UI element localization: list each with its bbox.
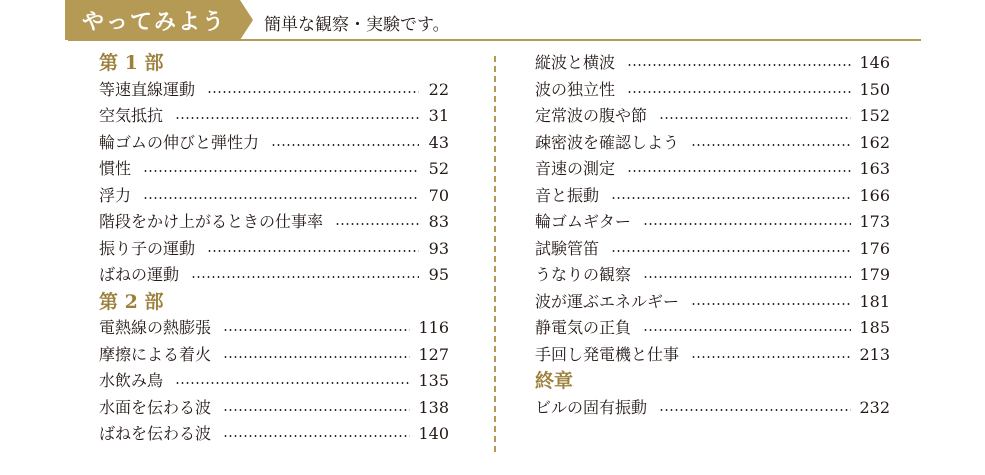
- toc-entry: [535, 236, 890, 263]
- toc-entry: [535, 209, 890, 236]
- dot-leader: [223, 409, 410, 411]
- final-chapter-entries: [535, 395, 890, 422]
- dot-leader: [175, 117, 419, 119]
- dot-leader: [643, 276, 851, 278]
- toc-entry-title: 階段をかけ上がるときの仕事率: [99, 212, 324, 231]
- toc-entry-title: 電熱線の熱膨張: [99, 318, 212, 337]
- part-2-entries: [99, 315, 449, 448]
- toc-entry: [535, 183, 890, 210]
- part-2-entries-continued: [535, 50, 890, 368]
- toc-entry-page: 31: [428, 106, 449, 125]
- dot-leader: [207, 250, 419, 252]
- toc-entry-title: 縦波と横波: [535, 53, 616, 72]
- toc-entry-page: 83: [428, 212, 449, 231]
- toc-entry-page: 166: [859, 185, 890, 205]
- toc-column-left: [99, 50, 449, 448]
- toc-entry: [535, 103, 890, 130]
- toc-entry: [99, 395, 449, 422]
- dot-leader: [223, 356, 410, 358]
- toc-entry-page: 185: [859, 318, 890, 337]
- toc-entry-page: 127: [418, 344, 449, 364]
- toc-entry-page: 116: [418, 318, 449, 337]
- part-1-entries: [99, 77, 449, 289]
- section-header: [0, 0, 985, 44]
- toc-entry: [99, 77, 449, 104]
- dot-leader: [691, 303, 851, 305]
- toc-entry: [99, 342, 449, 369]
- toc-entry-title: ばねの運動: [99, 265, 180, 284]
- toc-entry-page: 140: [418, 424, 449, 443]
- toc-entry-title: 摩擦による着火: [99, 344, 212, 364]
- dot-leader: [659, 409, 851, 411]
- dot-leader: [223, 329, 410, 331]
- toc-entry: [99, 315, 449, 342]
- dot-leader: [175, 382, 410, 384]
- toc-entry-title: 空気抵抗: [99, 106, 164, 125]
- toc-entry: [99, 236, 449, 263]
- dot-leader: [659, 117, 851, 119]
- toc-entry-title: 音と振動: [535, 185, 600, 205]
- toc-entry-title: 等速直線運動: [99, 79, 196, 99]
- toc-entry: [535, 342, 890, 369]
- toc-entry-page: 52: [428, 159, 449, 178]
- toc-entry-title: 水飲み鳥: [99, 371, 164, 390]
- toc-entry-title: 音速の測定: [535, 159, 616, 178]
- toc-entry: [535, 262, 890, 289]
- toc-entry-page: 181: [859, 291, 890, 311]
- toc-entry: [535, 77, 890, 104]
- toc-entry: [99, 156, 449, 183]
- dot-leader: [691, 144, 851, 146]
- toc-entry: [535, 289, 890, 316]
- toc-entry-title: 手回し発電機と仕事: [535, 344, 680, 364]
- toc-entry-title: 輪ゴムギター: [535, 212, 631, 231]
- toc-entry: [535, 156, 890, 183]
- toc-entry-page: 232: [859, 397, 890, 417]
- toc-entry-title: 定常波の腹や節: [535, 106, 648, 125]
- toc-entry: [535, 130, 890, 157]
- toc-entry-page: 135: [418, 371, 449, 390]
- toc-entry-title: 浮力: [99, 185, 132, 205]
- toc-entry: [99, 209, 449, 236]
- dot-leader: [271, 144, 419, 146]
- toc-entry: [99, 103, 449, 130]
- toc-entry-title: 振り子の運動: [99, 238, 196, 258]
- dot-leader: [611, 250, 851, 252]
- toc-entry: [99, 421, 449, 448]
- toc-column-right: [535, 50, 890, 421]
- toc-entry-page: 173: [859, 212, 890, 231]
- toc-entry-page: 43: [428, 132, 449, 152]
- toc-entry-title: 波の独立性: [535, 79, 616, 99]
- toc-entry-title: 静電気の正負: [535, 318, 632, 337]
- header-subtitle: 簡単な観察・実験です。: [264, 15, 450, 35]
- toc-entry: [99, 183, 449, 210]
- toc-entry: [99, 130, 449, 157]
- toc-entry-page: 163: [859, 159, 890, 178]
- toc-entry: [535, 50, 890, 77]
- toc-entry: [535, 395, 890, 422]
- toc-entry: [99, 262, 449, 289]
- column-divider: [494, 56, 496, 452]
- part-2-heading: 第 2 部: [99, 290, 164, 313]
- toc-entry-page: 176: [859, 238, 890, 258]
- toc-entry-title: ばねを伝わる波: [99, 424, 212, 443]
- toc-entry-title: 水面を伝わる波: [99, 397, 212, 417]
- toc-entry-page: 70: [428, 185, 449, 205]
- toc-entry-title: 波が運ぶエネルギー: [535, 291, 680, 311]
- toc-entry-title: 輪ゴムの伸びと弾性力: [99, 132, 260, 152]
- header-title: やってみよう: [82, 10, 227, 35]
- toc-entry-title: 疎密波を確認しよう: [535, 132, 680, 152]
- dot-leader: [143, 170, 419, 172]
- toc-entry-page: 179: [859, 265, 890, 284]
- dot-leader: [223, 435, 410, 437]
- toc-entry-page: 93: [428, 238, 449, 258]
- toc-entry-page: 22: [428, 79, 449, 99]
- toc-entry-title: 慣性: [99, 159, 132, 178]
- header-tab-edge: [65, 0, 68, 40]
- toc-entry-page: 213: [859, 344, 890, 364]
- dot-leader: [643, 329, 851, 331]
- toc-entry-page: 138: [418, 397, 449, 417]
- toc-entry-page: 95: [428, 265, 449, 284]
- toc-entry-title: 試験管笛: [535, 238, 600, 258]
- toc-entry: [99, 368, 449, 395]
- dot-leader: [643, 223, 852, 225]
- toc-entry-page: 162: [859, 132, 890, 152]
- dot-leader: [143, 197, 419, 199]
- dot-leader: [207, 91, 419, 93]
- dot-leader: [627, 91, 851, 93]
- toc-entry-page: 146: [859, 53, 890, 72]
- toc-entry: [535, 315, 890, 342]
- dot-leader: [627, 64, 851, 66]
- dot-leader: [191, 276, 419, 278]
- dot-leader: [611, 197, 851, 199]
- header-rule: [68, 39, 921, 41]
- final-chapter-heading: 終章: [535, 370, 574, 392]
- dot-leader: [335, 223, 419, 225]
- part-1-heading: 第 1 部: [99, 52, 164, 74]
- dot-leader: [627, 170, 851, 172]
- toc-entry-title: ビルの固有振動: [535, 397, 648, 417]
- dot-leader: [691, 356, 851, 358]
- toc-entry-title: うなりの観察: [535, 265, 632, 284]
- toc-entry-page: 150: [859, 79, 890, 99]
- toc-entry-page: 152: [859, 106, 890, 125]
